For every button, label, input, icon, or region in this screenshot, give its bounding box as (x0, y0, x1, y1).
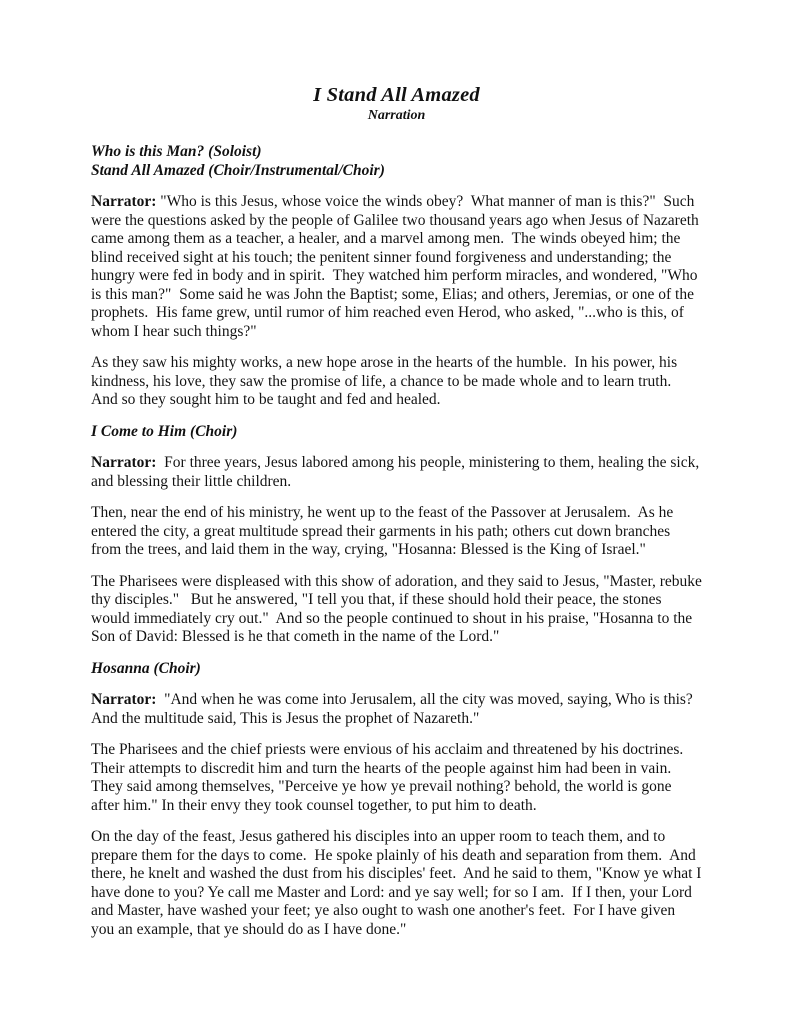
song-heading-i-come-to-him: I Come to Him (Choir) (91, 422, 238, 440)
narration-paragraph (91, 572, 706, 647)
paragraph-text: Then, near the end of his ministry, he went up to the feast of the Passover at Jerusalem. As he entered the city, a great multitude spread their garments in his path; others cut down branches from the trees, and laid them in the way, crying, "Hosanna: Blessed is the King of Israel." (91, 504, 678, 558)
paragraph-text: The Pharisees were displeased with this show of adoration, and they said to Jesus, "Master, rebuke thy disciples." But he answered, "I tell you that, if these should hold their peace, the stones would immediately cry out." And so the people continued to shout in his praise, "Hosanna to the Son of David: Blessed is he that cometh in the name of the Lord." (91, 572, 706, 645)
narration-paragraph (91, 741, 702, 815)
paragraph-text: On the day of the feast, Jesus gathered his disciples into an upper room to teach them, and to prepare them for the days to come. He spoke plainly of his death and separation from them. And there, he knelt and washed the dust from his disciples' feet. And he said to them, "Know ye what I have done to you? Ye call me Master and Lord: and ye say well; for so I am. If I then, your Lord and Master, have washed your feet; ye also ought to wash one another's feet. For I have given you an example, that ye should do as I have done." (91, 828, 706, 938)
narration-paragraph (91, 193, 702, 341)
document-subtitle: Narration (367, 108, 426, 123)
narration-paragraph (91, 504, 702, 560)
narration-paragraph (91, 691, 702, 728)
song-heading-hosanna: Hosanna (Choir) (91, 659, 201, 677)
program-item-stand-all-amazed: Stand All Amazed (Choir/Instrumental/Choir) (91, 161, 385, 179)
narration-paragraph (91, 828, 706, 939)
narrator-label: Narrator: (91, 454, 157, 471)
paragraph-text: For three years, Jesus labored among his people, ministering to them, healing the sick, and blessing their little children. (91, 454, 704, 490)
narration-paragraph (91, 454, 702, 491)
document-title: I Stand All Amazed (313, 84, 480, 106)
paragraph-text: The Pharisees and the chief priests were envious of his acclaim and threatened by his doctrines. Their attempts to discredit him and turn the hearts of the people against him had been in vain. They said among themselves, "Perceive ye how ye prevail nothing? behold, the world is gone after him." In their envy they took counsel together, to put him to death. (91, 741, 687, 814)
narration-paragraph (91, 354, 702, 410)
paragraph-text: "Who is this Jesus, whose voice the winds obey? What manner of man is this?" Such were the questions asked by the people of Galilee two thousand years ago when Jesus of Nazareth came among them as a teacher, a healer, and a marvel among men. The winds obeyed him; the blind received sight at his touch; the penitent sinner found forgiveness and understanding; the hungry were fed in body and in spirit. They watched him perform miracles, and wondered, "Who is this man?" Some said he was John the Baptist; some, Elias; and others, Jeremias, or one of the prophets. His fame grew, until rumor of him reached even Herod, who asked, "...who is this, of whom I hear such things?" (91, 193, 703, 340)
narrator-label: Narrator: (91, 193, 157, 210)
paragraph-text: As they saw his mighty works, a new hope arose in the hearts of the humble. In his power, his kindness, his love, they saw the promise of life, a chance to be made whole and to learn truth. And so they sought him to be taught and fed and healed. (91, 354, 681, 408)
program-list (91, 143, 702, 180)
narrator-label: Narrator: (91, 691, 157, 708)
program-item-who-is-this-man: Who is this Man? (Soloist) (91, 143, 262, 160)
paragraph-text: "And when he was come into Jerusalem, all the city was moved, saying, Who is this? And the multitude said, This is Jesus the prophet of Nazareth." (91, 691, 696, 727)
